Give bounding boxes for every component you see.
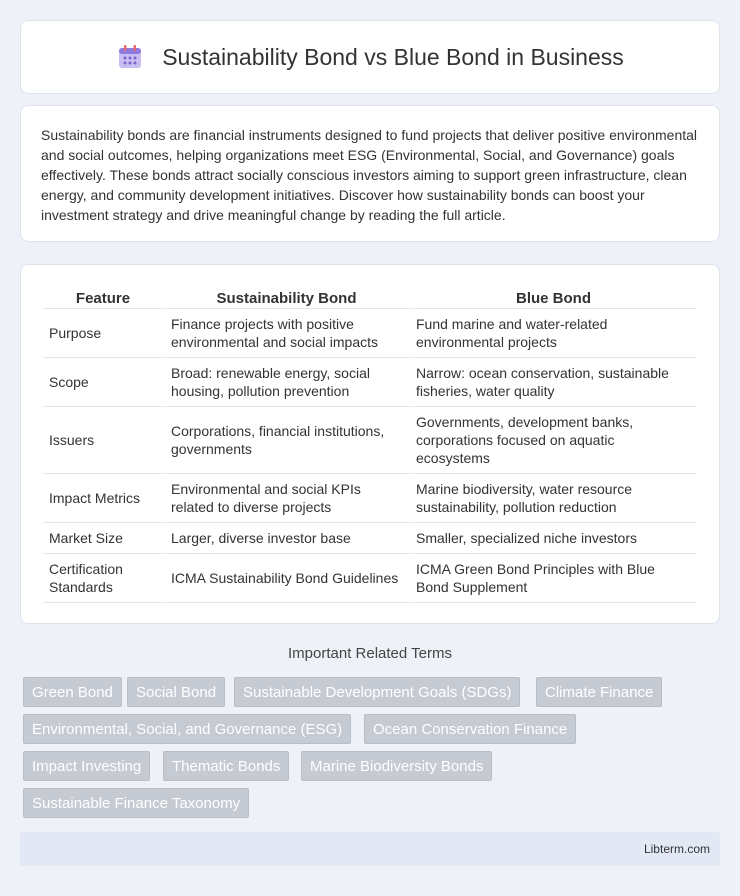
row-blue-value: Marine biodiversity, water resource sustainability, pollution reduction [408, 474, 697, 523]
page-title: Sustainability Bond vs Blue Bond in Business [162, 43, 624, 70]
footer [20, 832, 720, 866]
intro-card [20, 105, 720, 242]
row-blue-value: Smaller, specialized niche investors [408, 523, 697, 554]
row-feature: Market Size [43, 523, 163, 554]
row-sustainability-value: Environmental and social KPIs related to diverse projects [163, 474, 408, 523]
calendar-icon [116, 43, 144, 71]
comparison-card [20, 264, 720, 624]
related-terms-title: Important Related Terms [288, 645, 452, 662]
row-sustainability-value: Broad: renewable energy, social housing, pollution prevention [163, 358, 408, 407]
tag-thematic-bonds[interactable]: Thematic Bonds [163, 751, 289, 781]
row-blue-value: ICMA Green Bond Principles with Blue Bond Supplement [408, 554, 697, 603]
row-sustainability-value: Corporations, financial institutions, governments [163, 407, 408, 474]
tag-green-bond[interactable]: Green Bond [23, 677, 122, 707]
table-row [43, 474, 697, 523]
tag-impact-investing[interactable]: Impact Investing [23, 751, 150, 781]
row-sustainability-value: Larger, diverse investor base [163, 523, 408, 554]
tag-social-bond[interactable]: Social Bond [127, 677, 225, 707]
row-blue-value: Governments, development banks, corporations focused on aquatic ecosystems [408, 407, 697, 474]
header-blue-bond: Blue Bond [408, 287, 697, 309]
table-row [43, 358, 697, 407]
table-row [43, 554, 697, 603]
footer-site-link[interactable]: Libterm.com [643, 842, 710, 856]
row-feature: Impact Metrics [43, 474, 163, 523]
row-sustainability-value: Finance projects with positive environmental and social impacts [163, 309, 408, 358]
row-feature: Issuers [43, 407, 163, 474]
comparison-table [43, 287, 697, 603]
tag-climate-finance[interactable]: Climate Finance [536, 677, 662, 707]
tag-sdgs[interactable]: Sustainable Development Goals (SDGs) [234, 677, 520, 707]
row-blue-value: Fund marine and water-related environmental projects [408, 309, 697, 358]
intro-text: Sustainability bonds are financial instruments designed to fund projects that deliver positive environmental and social outcomes, helping organizations meet ESG (Environmental, Social, and Governance) goals effectively. These bonds attract socially conscious investors aiming to support green infrastructure, clean energy, and community development initiatives. Discover how sustainability bonds can boost your investment strategy and drive meaningful change by reading the full article. [41, 127, 698, 223]
tag-ocean-conservation-finance[interactable]: Ocean Conservation Finance [364, 714, 576, 744]
header-card [20, 20, 720, 94]
tag-esg[interactable]: Environmental, Social, and Governance (ESG) [23, 714, 351, 744]
tag-marine-biodiversity-bonds[interactable]: Marine Biodiversity Bonds [301, 751, 492, 781]
header-sustainability-bond: Sustainability Bond [163, 287, 408, 309]
row-feature: Certification Standards [43, 554, 163, 603]
row-sustainability-value: ICMA Sustainability Bond Guidelines [163, 554, 408, 603]
table-row [43, 407, 697, 474]
row-feature: Scope [43, 358, 163, 407]
tag-sustainable-finance-taxonomy[interactable]: Sustainable Finance Taxonomy [23, 788, 249, 818]
header-feature: Feature [43, 287, 163, 309]
row-blue-value: Narrow: ocean conservation, sustainable fisheries, water quality [408, 358, 697, 407]
row-feature: Purpose [43, 309, 163, 358]
table-header-row [43, 287, 697, 309]
table-row [43, 309, 697, 358]
table-row [43, 523, 697, 554]
